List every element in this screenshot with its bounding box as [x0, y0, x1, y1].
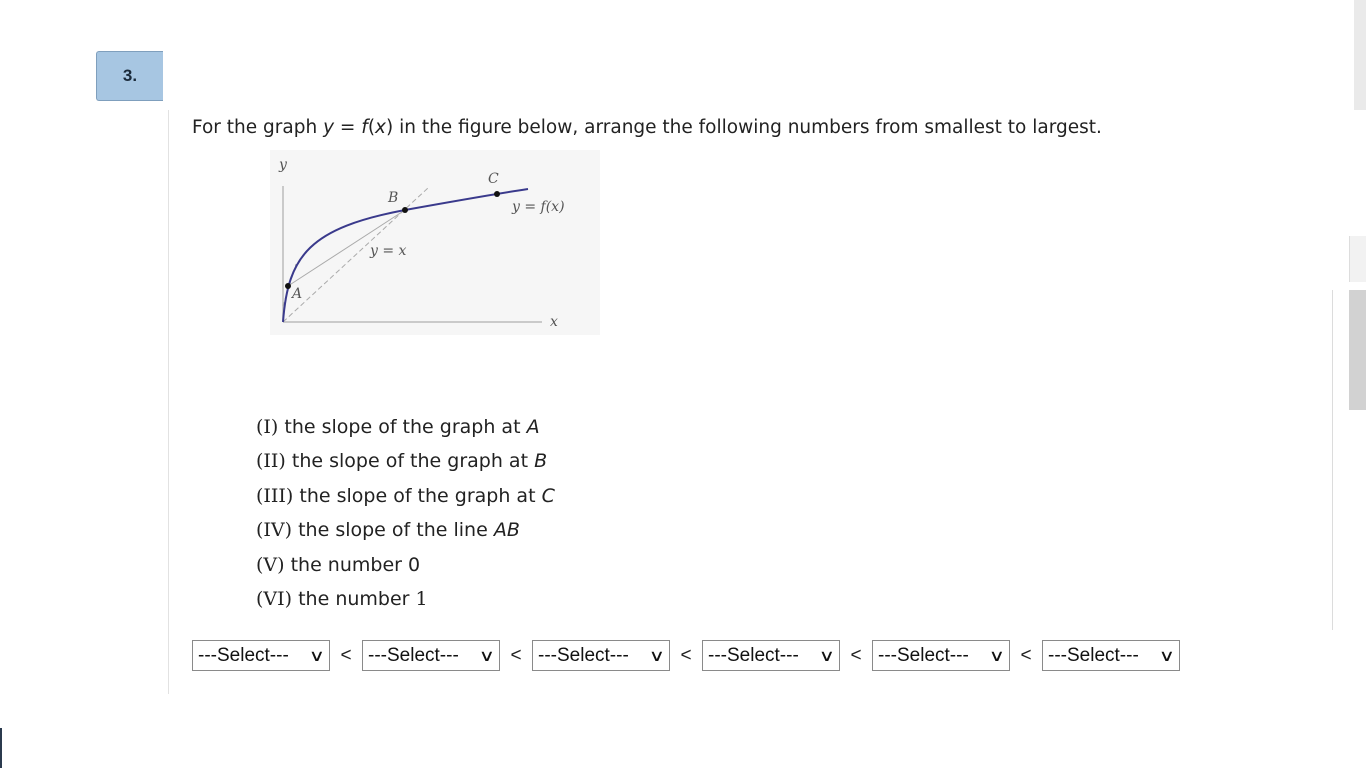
- order-select-3[interactable]: [532, 640, 670, 671]
- point-c: [494, 191, 500, 197]
- question-number: 3.: [96, 51, 163, 101]
- point-c-label: C: [488, 171, 499, 187]
- x-axis-label: x: [550, 314, 558, 330]
- list-item: (IV) the slope of the line AB: [256, 519, 520, 542]
- order-select-4[interactable]: [702, 640, 840, 671]
- point-a: [285, 283, 291, 289]
- less-than-sign: <: [850, 644, 862, 666]
- list-item: (III) the slope of the graph at C: [256, 484, 555, 507]
- select-label: ---Select---: [878, 644, 969, 666]
- point-b-label: B: [388, 190, 399, 206]
- order-select-6[interactable]: [1042, 640, 1180, 671]
- point-b: [402, 207, 408, 213]
- chevron-down-icon: ∨: [1158, 647, 1176, 665]
- graph-figure: [270, 150, 600, 335]
- select-label: ---Select---: [1048, 644, 1139, 666]
- curve-label: y = f(x): [512, 199, 565, 215]
- less-than-sign: <: [340, 644, 352, 666]
- ordering-row: [192, 640, 1180, 671]
- window-edge: [1354, 0, 1366, 110]
- order-select-5[interactable]: [872, 640, 1010, 671]
- figure-background: [270, 150, 600, 335]
- window-edge-left: [0, 728, 2, 768]
- list-item: (V) the number 0: [256, 553, 421, 576]
- select-label: ---Select---: [538, 644, 629, 666]
- select-label: ---Select---: [198, 644, 289, 666]
- order-select-2[interactable]: [362, 640, 500, 671]
- line-label: y = x: [370, 243, 407, 259]
- select-label: ---Select---: [368, 644, 459, 666]
- chevron-down-icon: ∨: [818, 647, 836, 665]
- list-item: (VI) the number 1: [256, 588, 428, 611]
- point-a-label: A: [292, 286, 303, 302]
- chevron-down-icon: ∨: [648, 647, 666, 665]
- item-list: [256, 410, 555, 616]
- chevron-down-icon: ∨: [988, 647, 1006, 665]
- list-item: (II) the slope of the graph at B: [256, 450, 548, 473]
- question-prompt: For the graph y = f(x) in the figure below, arrange the following numbers from smallest to largest.: [192, 117, 1102, 138]
- y-axis-label: y: [279, 157, 287, 173]
- less-than-sign: <: [510, 644, 522, 666]
- select-label: ---Select---: [708, 644, 799, 666]
- scrollbar-thumb[interactable]: [1349, 290, 1366, 410]
- less-than-sign: <: [1020, 644, 1032, 666]
- chevron-down-icon: ∨: [308, 647, 326, 665]
- chevron-down-icon: ∨: [478, 647, 496, 665]
- content-border: [1332, 290, 1333, 630]
- question-divider: [168, 110, 169, 694]
- less-than-sign: <: [680, 644, 692, 666]
- list-item: (I) the slope of the graph at A: [256, 416, 540, 438]
- side-panel-tab[interactable]: [1349, 236, 1366, 282]
- order-select-1[interactable]: [192, 640, 330, 671]
